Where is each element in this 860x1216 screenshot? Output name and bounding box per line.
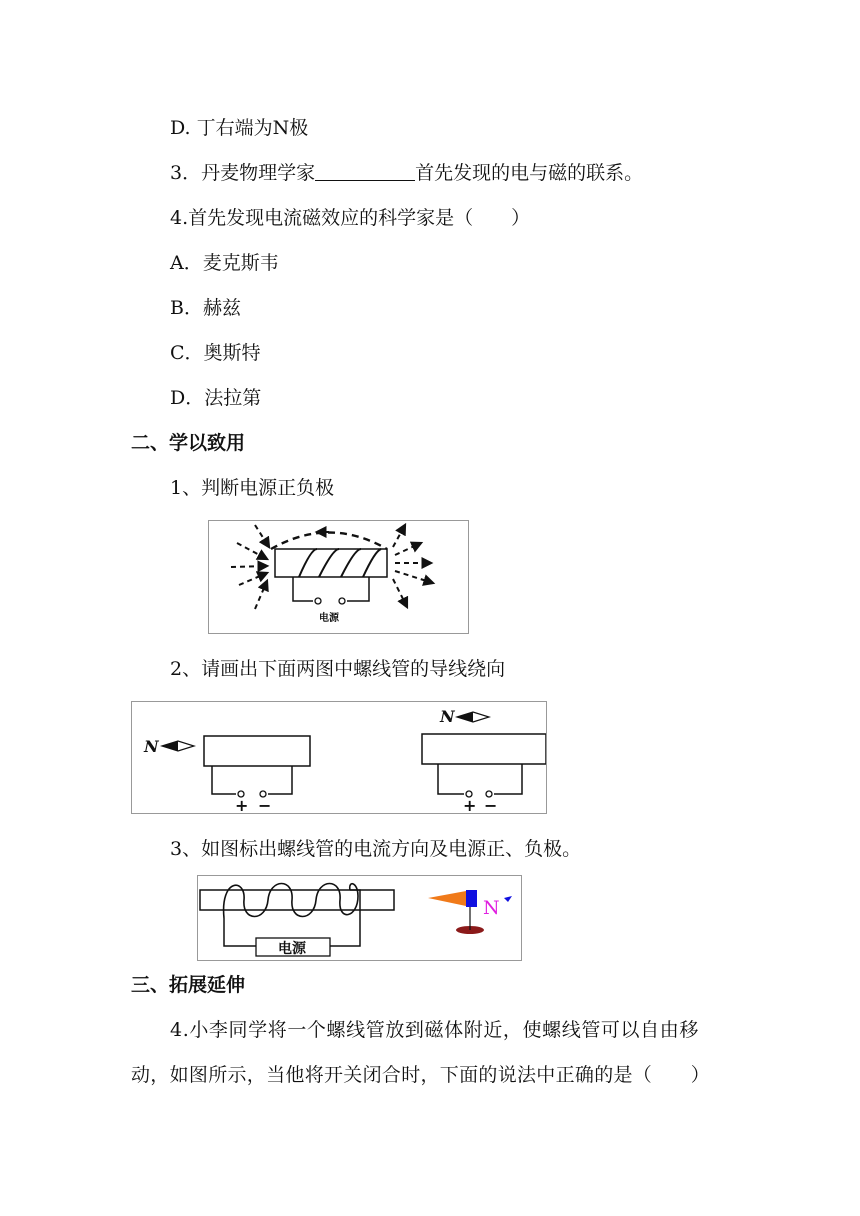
option-d-ding: D. 丁右端为N极	[170, 117, 309, 139]
north-label-compass: N	[483, 897, 500, 919]
solenoid-left	[204, 736, 310, 766]
option-d: D．法拉第	[170, 387, 262, 409]
plus-label-left: +	[235, 796, 249, 813]
question-4-stem: 4.首先发现电流磁效应的科学家是（ ）	[170, 207, 531, 229]
section-2-item-3: 3、如图标出螺线管的电流方向及电源正、负极。	[170, 838, 582, 860]
section-3-heading: 三、拓展延伸	[131, 974, 246, 996]
option-a: A．麦克斯韦	[170, 252, 279, 274]
section-3-question-4-line-1: 4.小李同学将一个螺线管放到磁体附近，使螺线管可以自由移	[170, 1019, 699, 1041]
option-b: B．赫兹	[170, 297, 241, 319]
compass-needle-orange	[428, 891, 466, 906]
power-source-label: 电源	[319, 613, 339, 624]
section-2-item-1: 1、判断电源正负极	[170, 477, 335, 499]
question-3-suffix: 首先发现的电与磁的联系。	[415, 162, 644, 184]
power-source-label-3: 电源	[278, 941, 306, 957]
section-2-item-2: 2、请画出下面两图中螺线管的导线绕向	[170, 658, 506, 680]
minus-label-right: −	[484, 796, 498, 813]
figure-two-solenoids	[131, 701, 547, 814]
compass-needle-blue	[466, 890, 477, 907]
question-3-prefix: 3．丹麦物理学家	[170, 162, 316, 184]
figure-field-lines	[208, 520, 469, 634]
section-2-heading: 二、学以致用	[131, 432, 246, 454]
option-c: C．奥斯特	[170, 342, 261, 364]
solenoid-core	[200, 890, 394, 910]
minus-label-left: −	[258, 796, 272, 813]
answer-blank[interactable]	[315, 162, 415, 181]
solenoid-right	[422, 734, 546, 764]
figure-solenoid-compass	[197, 875, 522, 961]
section-3-question-4-line-2: 动，如图所示，当他将开关闭合时，下面的说法中正确的是（ ）	[131, 1064, 711, 1086]
plus-label-right: +	[463, 796, 477, 813]
north-label-right: N	[440, 707, 455, 726]
question-3	[170, 161, 643, 185]
north-label-left: N	[144, 737, 159, 756]
